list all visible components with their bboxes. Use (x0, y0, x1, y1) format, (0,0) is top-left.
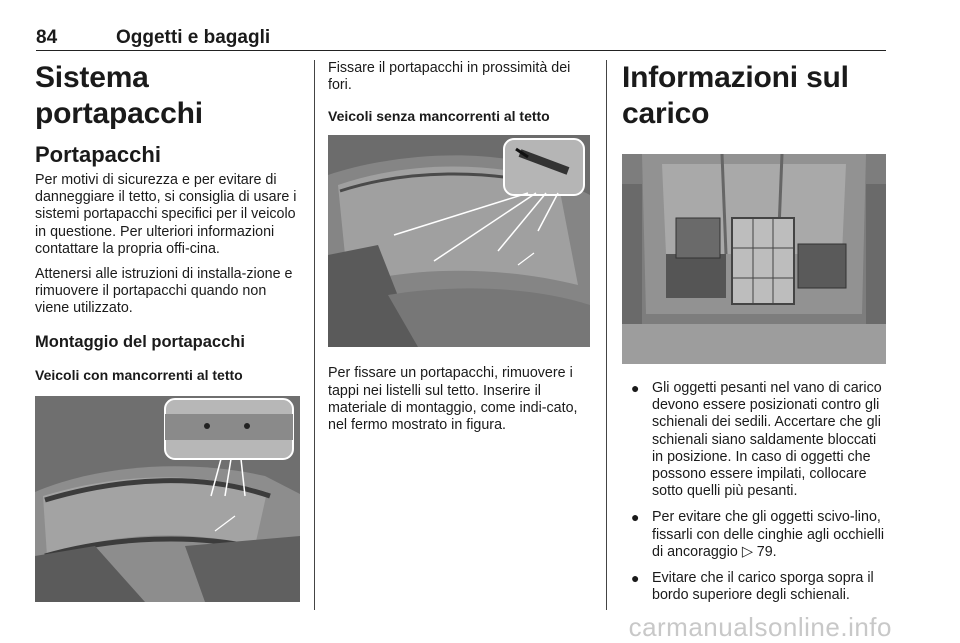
watermark: carmanualsonline.info (628, 612, 892, 642)
section-title-roof-rack-system: Sistema portapacchi (35, 61, 203, 130)
bullet-text: Gli oggetti pesanti nel vano di carico devono essere posizionati contro gli schienali dei sedili. Accertare che gli schienali siano saldamente bloccati in posizione. In caso di oggetti che possono essere impilati, collocare sotto quelli più pesanti. (652, 380, 882, 500)
car-roof-fixing-points-drawing (328, 135, 590, 347)
paragraph-safety: Per motivi di sicurezza e per evitare di danneggiare il tetto, si consiglia di usare i sistemi portapacchi specifici per il veicolo in questione. Per ulteriori informazioni contattare la propria offi-cina. (35, 172, 297, 257)
bullet-icon: ● (631, 509, 640, 526)
list-item (622, 509, 887, 561)
column-divider-2 (606, 60, 607, 610)
subsection-title-roof-rack: Portapacchi (35, 142, 161, 167)
illustration-cargo-area (622, 154, 886, 364)
bullet-icon: ● (631, 570, 640, 587)
heading-mounting: Montaggio del portapacchi (35, 332, 245, 351)
column-divider-1 (314, 60, 315, 610)
page-header (36, 24, 886, 51)
page-number: 84 (36, 27, 58, 48)
paragraph-fixing-procedure: Per fissare un portapacchi, rimuovere i tappi nei listelli sul tetto. Inserire il materiale di montaggio, come indi-cato, nel fermo mostrato in figura. (328, 365, 578, 434)
paragraph-fix-near-holes: Fissare il portapacchi in prossimità dei fori. (328, 60, 571, 94)
section-title-load-information: Informazioni sul carico (622, 61, 849, 130)
paragraph-instructions: Attenersi alle istruzioni di installa-zione e rimuovere il portapacchi quando non viene utilizzato. (35, 266, 293, 317)
bullet-text: Per evitare che gli oggetti scivo-lino, fissarli con delle cinghie agli occhielli di ancoraggio ▷ 79. (652, 509, 885, 560)
list-item (622, 380, 887, 500)
bullet-text: Evitare che il carico sporga sopra il bordo superiore degli schienali. (652, 570, 874, 604)
column-right (622, 60, 887, 613)
running-title: Oggetti e bagagli (116, 27, 271, 48)
illustration-roof-rails (35, 396, 300, 602)
heading-without-roof-rails: Veicoli senza mancorrenti al tetto (328, 108, 550, 125)
car-roof-rails-drawing (35, 396, 300, 602)
cargo-boxes-drawing (622, 154, 886, 364)
illustration-roof-no-rails (328, 135, 590, 347)
bullet-icon: ● (631, 380, 640, 396)
list-item (622, 570, 887, 604)
column-middle (328, 60, 590, 434)
column-left (35, 60, 300, 602)
heading-with-roof-rails: Veicoli con mancorrenti al tetto (35, 366, 243, 383)
load-info-list (622, 380, 887, 604)
